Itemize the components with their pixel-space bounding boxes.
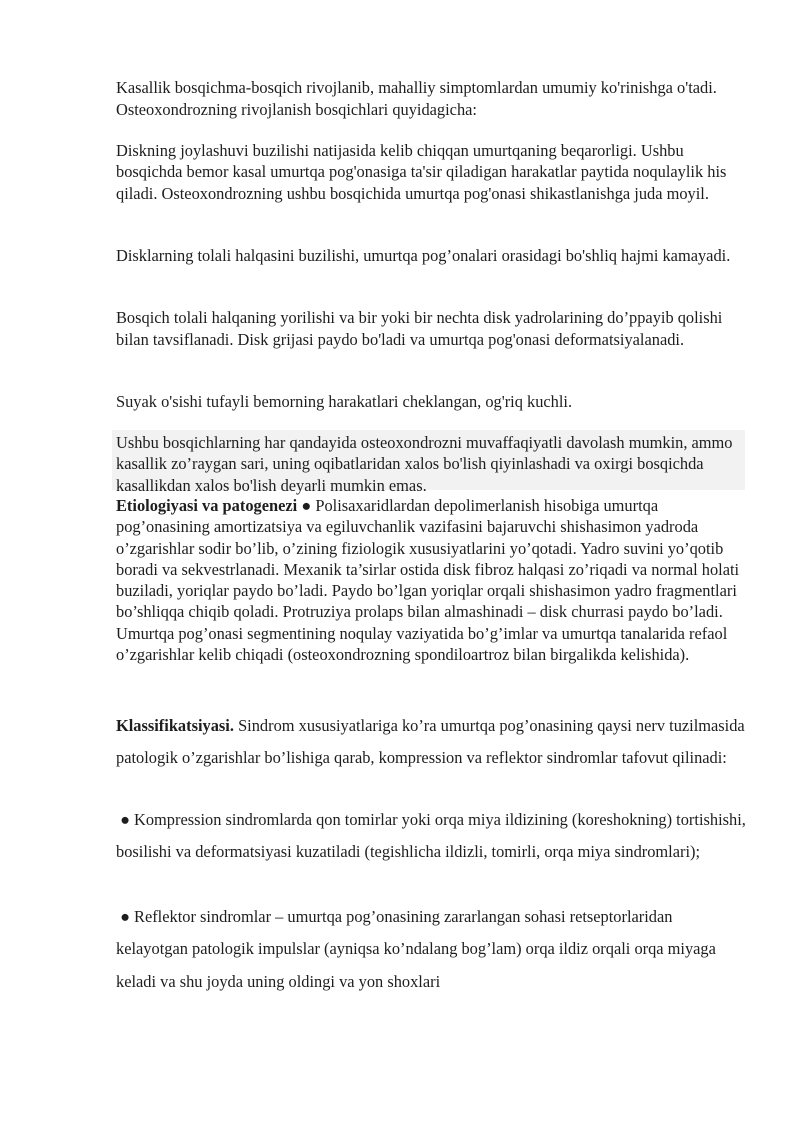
stage-2-paragraph: Disklarning tolali halqasini buzilishi, umurtqa pog’onalari orasidagi bo'shliq hajmi kamayadi. xyxy=(116,246,731,265)
compression-bullet-item xyxy=(116,804,746,869)
bullet-icon: ● xyxy=(120,907,131,926)
summary-paragraph: Ushbu bosqichlarning har qandayida osteoxondrozni muvaffaqiyatli davolash mumkin, ammo kasallik zo’raygan sari, uning oqibatlaridan xalos bo'lish qiyinlashadi va oxirgi bosqichda kasallikdan xalos bo'lish deyarli mumkin emas. xyxy=(116,433,733,495)
etiology-paragraph xyxy=(116,495,746,665)
classification-paragraph xyxy=(116,710,746,775)
reflex-bullet-item xyxy=(116,901,746,998)
reflex-text: Reflektor sindromlar – umurtqa pog’onasining zararlangan sohasi retseptorlaridan kelayotgan patologik impulslar (ayniqsa ko’ndalang bog’lam) orqa ildiz orqali orqa miyaga keladi va shu joyda uning oldingi va yon shoxlari xyxy=(116,907,716,991)
bullet-icon: ● xyxy=(301,496,312,515)
classification-heading: Klassifikatsiyasi. xyxy=(116,716,234,735)
compression-text: Kompression sindromlarda qon tomirlar yoki orqa miya ildizining (koreshokning) tortishishi, bosilishi va deformatsiyasi kuzatiladi (tegishlicha ildizli, tomirli, orqa miya sindromlari); xyxy=(116,810,746,862)
stage-1-paragraph: Diskning joylashuvi buzilishi natijasida kelib chiqqan umurtqaning beqarorligi. Ushbu bosqichda bemor kasal umurtqa pog'onasiga ta'sir qiladigan harakatlar paytida noqulaylik his qiladi. Osteoxondrozning ushbu bosqichida umurtqa pog'onasi shikastlanishga juda moyil. xyxy=(116,141,727,203)
etiology-heading: Etiologiyasi va patogenezi xyxy=(116,496,298,515)
classification-text: Sindrom xususiyatlariga ko’ra umurtqa pog’onasining qaysi nerv tuzilmasida patologik o’zgarishlar bo’lishiga qarab, kompression va reflektor sindromlar tafovut qilinadi: xyxy=(116,716,745,768)
intro-paragraph: Kasallik bosqichma-bosqich rivojlanib, mahalliy simptomlardan umumiy ko'rinishga o'tadi. Osteoxondrozning rivojlanish bosqichlari quyidagicha: xyxy=(116,78,717,119)
stage-3-paragraph: Bosqich tolali halqaning yorilishi va bir yoki bir nechta disk yadrolarining do’ppayib qolishi bilan tavsiflanadi. Disk grijasi paydo bo'ladi va umurtqa pog'onasi deformatsiyalanadi. xyxy=(116,308,723,349)
etiology-text: Polisaxaridlardan depolimerlanish hisobiga umurtqa pog’onasining amortizatsiya va egiluvchanlik vazifasini bajaruvchi shishasimon yadroda o’zgarishlar sodir bo’lib, o’zining fiziologik xususiyatlarini yo’qotadi. Yadro suvini yo’qotib boradi va sekvestrlanadi. Mexanik ta’sirlar ostida disk fibroz halqasi zo’riqadi va normal holati buziladi, yoriqlar paydo bo’ladi. Paydo bo’lgan yoriqlar orqali shishasimon yadro fragmentlari bo’shliqqa chiqib qoladi. Protruziya prolaps bilan almashinadi – disk churrasi paydo bo’ladi. Umurtqa pog’onasi segmentining noqulay vaziyatida bo’g’imlar va umurtqa tanalarida refaol o’zgarishlar kelib chiqadi (osteoxondrozning spondiloartroz bilan birgalikda kelishida). xyxy=(116,496,740,665)
stage-4-paragraph: Suyak o'sishi tufayli bemorning harakatlari cheklangan, og'riq kuchli. xyxy=(116,392,573,411)
bullet-icon: ● xyxy=(120,810,131,829)
